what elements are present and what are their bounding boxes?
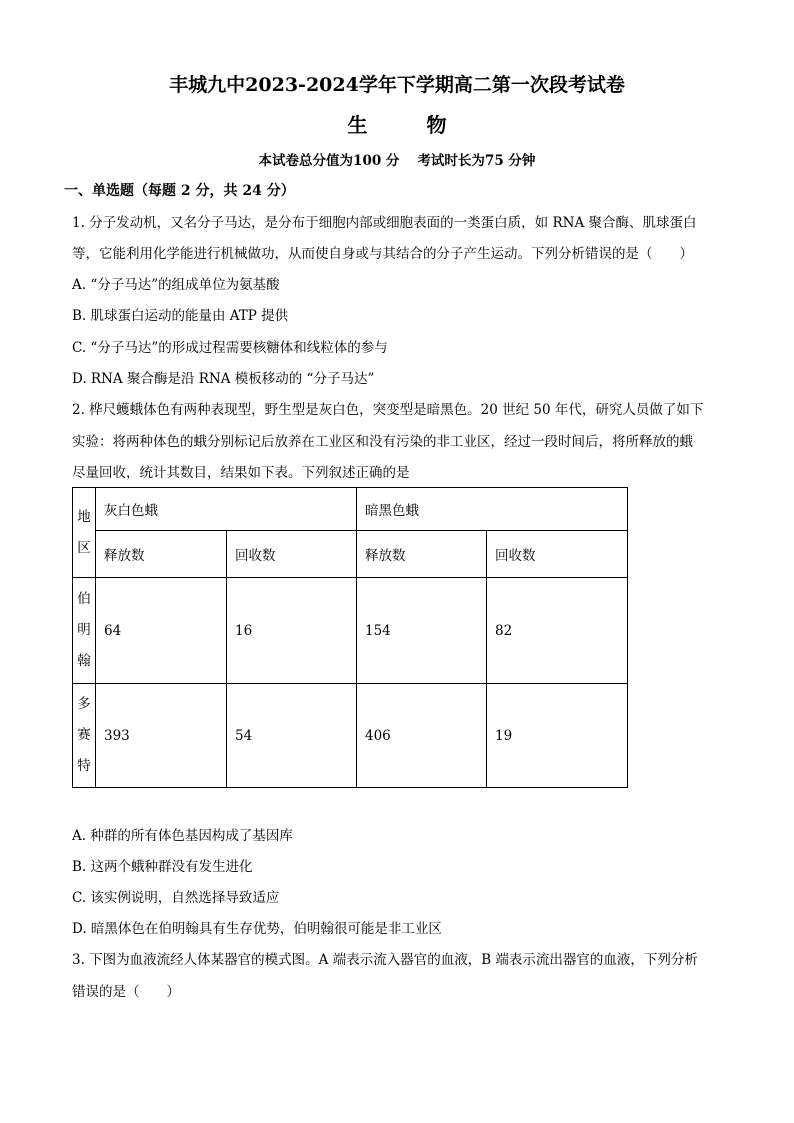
q2-option-d: D. 暗黑体色在伯明翰具有生存优势，伯明翰很可能是非工业区 (72, 921, 442, 937)
dark-recapture-cell: 19 (487, 684, 628, 788)
region-cell (73, 578, 96, 684)
light-recapture-cell: 54 (227, 684, 357, 788)
group-dark-header: 暗黑色蛾 (357, 488, 628, 531)
exam-title: 丰城九中2023-2024学年下学期高二第一次段考试卷 (169, 74, 625, 96)
light-recapture-header: 回收数 (227, 531, 357, 578)
q3-stem-line2: 错误的是（ ） (72, 984, 180, 1000)
table-row (73, 578, 628, 684)
light-release-cell: 393 (96, 684, 227, 788)
light-recapture-cell: 16 (227, 578, 357, 684)
time-info: 考试时长为75 分钟 (417, 153, 536, 169)
exam-info (0, 149, 794, 169)
region-cell (73, 684, 96, 788)
q2-option-c: C. 该实例说明，自然选择导致适应 (72, 890, 280, 906)
q1-stem-line2: 等，它能利用化学能进行机械做功，从而使自身或与其结合的分子产生运动。下列分析错误的是（ ） (72, 246, 693, 262)
table-subheader-row (73, 531, 628, 578)
q1-option-d: D. RNA 聚合酶是沿 RNA 模板移动的 “分子马达” (72, 371, 375, 387)
dark-recapture-header: 回收数 (487, 531, 628, 578)
table-header-row (73, 488, 628, 531)
q2-stem-line2: 实验：将两种体色的蛾分别标记后放养在工业区和没有污染的非工业区，经过一段时间后，将所释放的蛾 (72, 434, 693, 450)
moth-data-table (72, 487, 628, 788)
q1-option-c: C. “分子马达”的形成过程需要核糖体和线粒体的参与 (72, 340, 388, 356)
q1-stem-line1: 1. 分子发动机，又名分子马达，是分布于细胞内部或细胞表面的一类蛋白质，如 RNA 聚合酶、肌球蛋白 (72, 215, 697, 231)
q1-option-a: A. “分子马达”的组成单位为氨基酸 (72, 277, 280, 293)
region-header-text: 地区 (77, 508, 91, 556)
q3-stem-line1: 3. 下图为血液流经人体某器官的模式图。A 端表示流入器官的血液，B 端表示流出器官的血液，下列分析 (72, 952, 698, 968)
dark-release-cell: 154 (357, 578, 487, 684)
region-header (73, 488, 96, 578)
subject-title: 生 物 (347, 113, 473, 137)
q2-option-b: B. 这两个蛾种群没有发生进化 (72, 859, 253, 875)
region-name: 多赛特 (77, 696, 91, 774)
dark-release-header: 释放数 (357, 531, 487, 578)
light-release-header: 释放数 (96, 531, 227, 578)
dark-recapture-cell: 82 (487, 578, 628, 684)
q1-option-b: B. 肌球蛋白运动的能量由 ATP 提供 (72, 308, 289, 324)
q2-stem-line3: 尽量回收，统计其数目，结果如下表。下列叙述正确的是 (72, 465, 410, 481)
table-row (73, 684, 628, 788)
section-heading: 一、单选题（每题 2 分，共 24 分） (64, 183, 295, 199)
dark-release-cell: 406 (357, 684, 487, 788)
q2-stem-line1: 2. 桦尺蠖蛾体色有两种表现型，野生型是灰白色，突变型是暗黑色。20 世纪 50 年代，研究人员做了如下 (72, 402, 704, 418)
region-name: 伯明翰 (77, 591, 91, 669)
score-info: 本试卷总分值为100 分 (258, 153, 400, 169)
light-release-cell: 64 (96, 578, 227, 684)
group-light-header: 灰白色蛾 (96, 488, 357, 531)
q2-option-a: A. 种群的所有体色基因构成了基因库 (72, 828, 293, 844)
